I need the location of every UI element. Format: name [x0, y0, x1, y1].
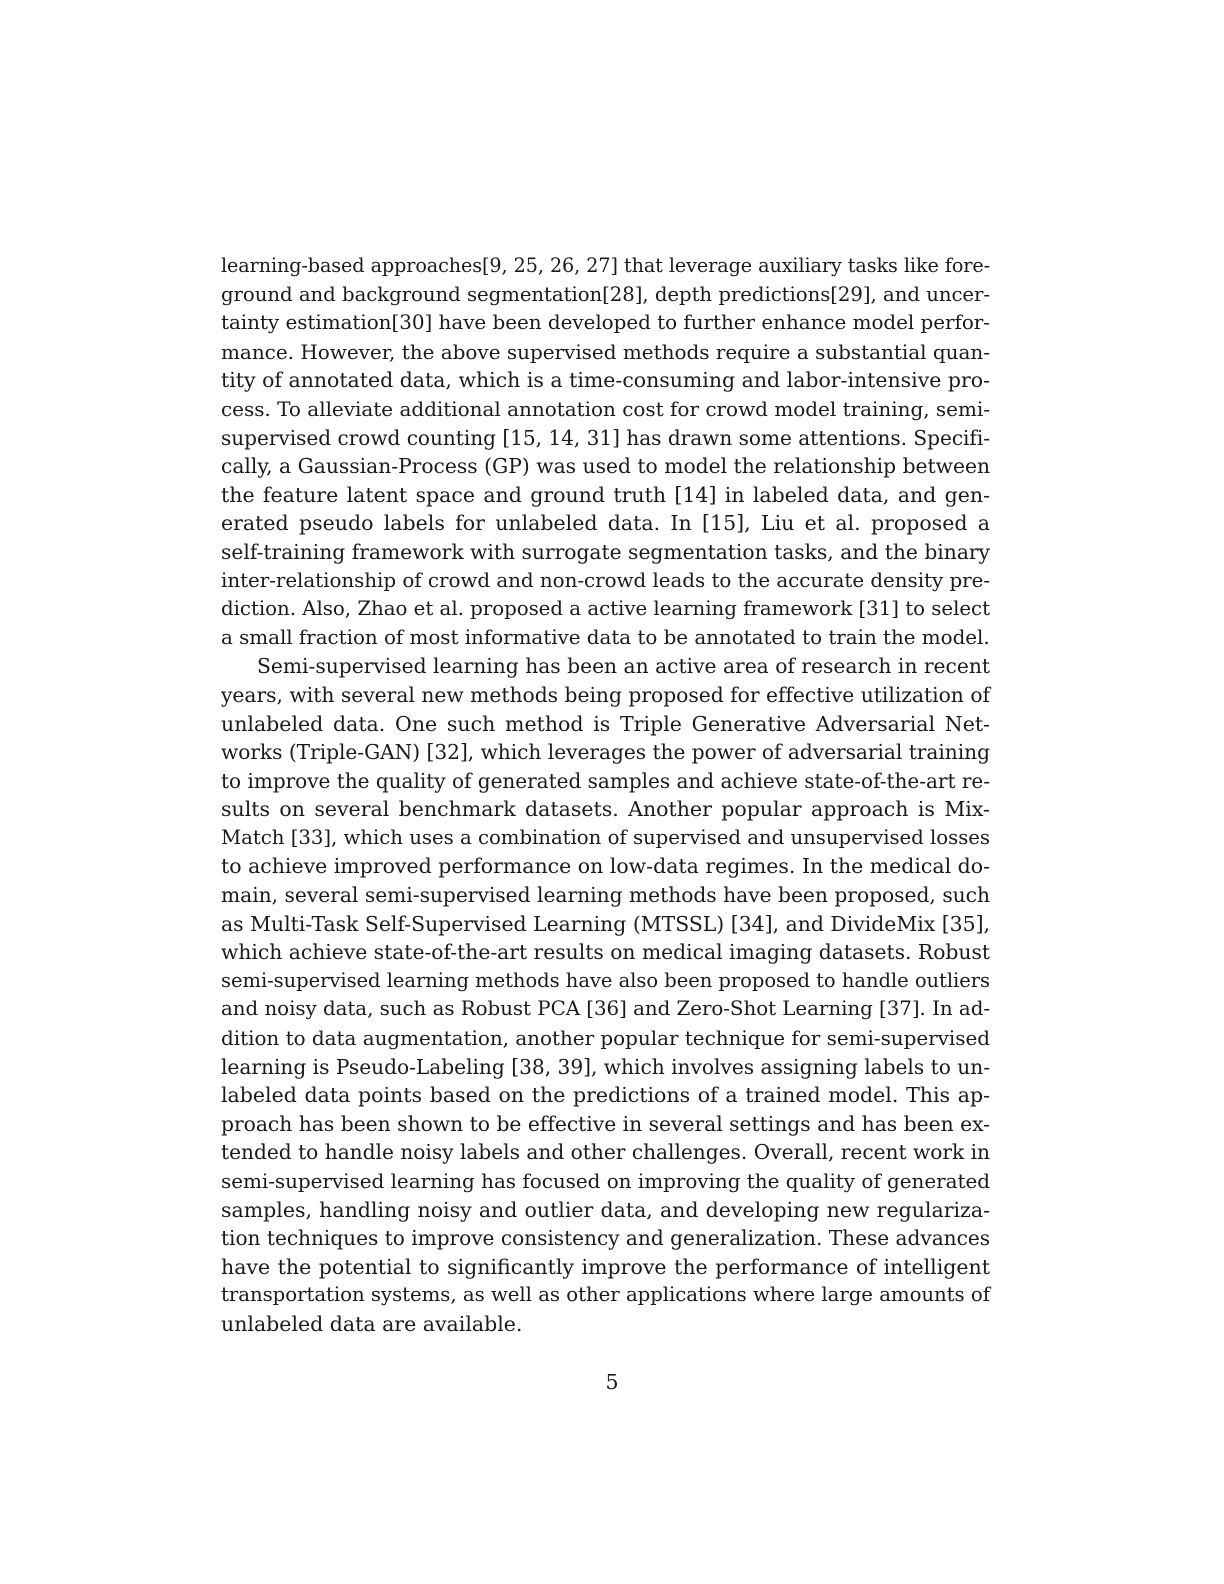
text-line: which achieve state-of-the-art results on medical imaging datasets. Robust — [221, 940, 990, 965]
paragraph — [221, 652, 990, 1338]
text-line: cess. To alleviate additional annotation cost for crowd model training, semi- — [221, 396, 990, 421]
text-line: erated pseudo labels for unlabeled data. In [15], Liu et al. proposed a — [221, 511, 990, 536]
text-line: learning is Pseudo-Labeling [38, 39], which involves assigning labels to un- — [221, 1054, 990, 1079]
text-line: Match [33], which uses a combination of supervised and unsupervised losses — [221, 825, 990, 849]
text-line: dition to data augmentation, another popular technique for semi-supervised — [221, 1026, 990, 1051]
text-line: self-training framework with surrogate segmentation tasks, and the binary — [221, 539, 990, 564]
text-line: main, several semi-supervised learning methods have been proposed, such — [221, 883, 990, 908]
text-line: as Multi-Task Self-Supervised Learning (MTSSL) [34], and DivideMix [35], — [221, 911, 990, 936]
text-line: have the potential to significantly improve the performance of intelligent — [221, 1254, 990, 1279]
text-line: Semi-supervised learning has been an active area of research in recent — [257, 654, 990, 679]
text-line: years, with several new methods being proposed for effective utilization of — [221, 682, 990, 707]
text-line: unlabeled data. One such method is Triple Generative Adversarial Net- — [221, 711, 990, 736]
text-line: learning-based approaches[9, 25, 26, 27] that leverage auxiliary tasks like fore- — [221, 254, 990, 277]
text-line: supervised crowd counting [15, 14, 31] has drawn some attentions. Specifi- — [221, 425, 990, 450]
text-line: ground and background segmentation[28], depth predictions[29], and uncer- — [221, 282, 990, 306]
text-line: the feature latent space and ground truth [14] in labeled data, and gen- — [221, 482, 990, 507]
text-line: proach has been shown to be effective in several settings and has been ex- — [221, 1111, 990, 1136]
text-line: semi-supervised learning has focused on improving the quality of generated — [221, 1169, 990, 1193]
text-line: transportation systems, as well as other applications where large amounts of — [221, 1283, 990, 1307]
body-text — [221, 252, 990, 1339]
text-line: diction. Also, Zhao et al. proposed a active learning framework [31] to select — [221, 597, 990, 621]
text-line: unlabeled data are available. — [221, 1311, 523, 1336]
text-line: tion techniques to improve consistency and generalization. These advances — [221, 1226, 990, 1251]
text-line: works (Triple-GAN) [32], which leverages the power of adversarial training — [221, 740, 990, 765]
text-line: samples, handling noisy and outlier data, and developing new regulariza- — [221, 1197, 990, 1222]
text-line: cally, a Gaussian-Process (GP) was used to model the relationship between — [221, 454, 990, 479]
text-line: to achieve improved performance on low-data regimes. In the medical do- — [221, 854, 990, 879]
text-line: semi-supervised learning methods have also been proposed to handle outliers — [221, 968, 990, 992]
text-line: to improve the quality of generated samples and achieve state-of-the-art re- — [221, 768, 990, 793]
paragraph — [221, 252, 990, 652]
text-line: a small fraction of most informative data to be annotated to train the model. — [221, 625, 990, 649]
text-line: mance. However, the above supervised methods require a substantial quan- — [221, 339, 990, 364]
text-line: tended to handle noisy labels and other challenges. Overall, recent work in — [221, 1140, 990, 1165]
text-line: tainty estimation[30] have been developed to further enhance model perfor- — [221, 311, 990, 335]
text-line: and noisy data, such as Robust PCA [36] and Zero-Shot Learning [37]. In ad- — [221, 997, 990, 1021]
text-line: labeled data points based on the predictions of a trained model. This ap- — [221, 1083, 990, 1108]
page-number: 5 — [605, 1370, 619, 1394]
text-line: inter-relationship of crowd and non-crowd leads to the accurate density pre- — [221, 568, 990, 592]
text-line: tity of annotated data, which is a time-consuming and labor-intensive pro- — [221, 368, 990, 393]
text-line: sults on several benchmark datasets. Another popular approach is Mix- — [221, 797, 990, 822]
